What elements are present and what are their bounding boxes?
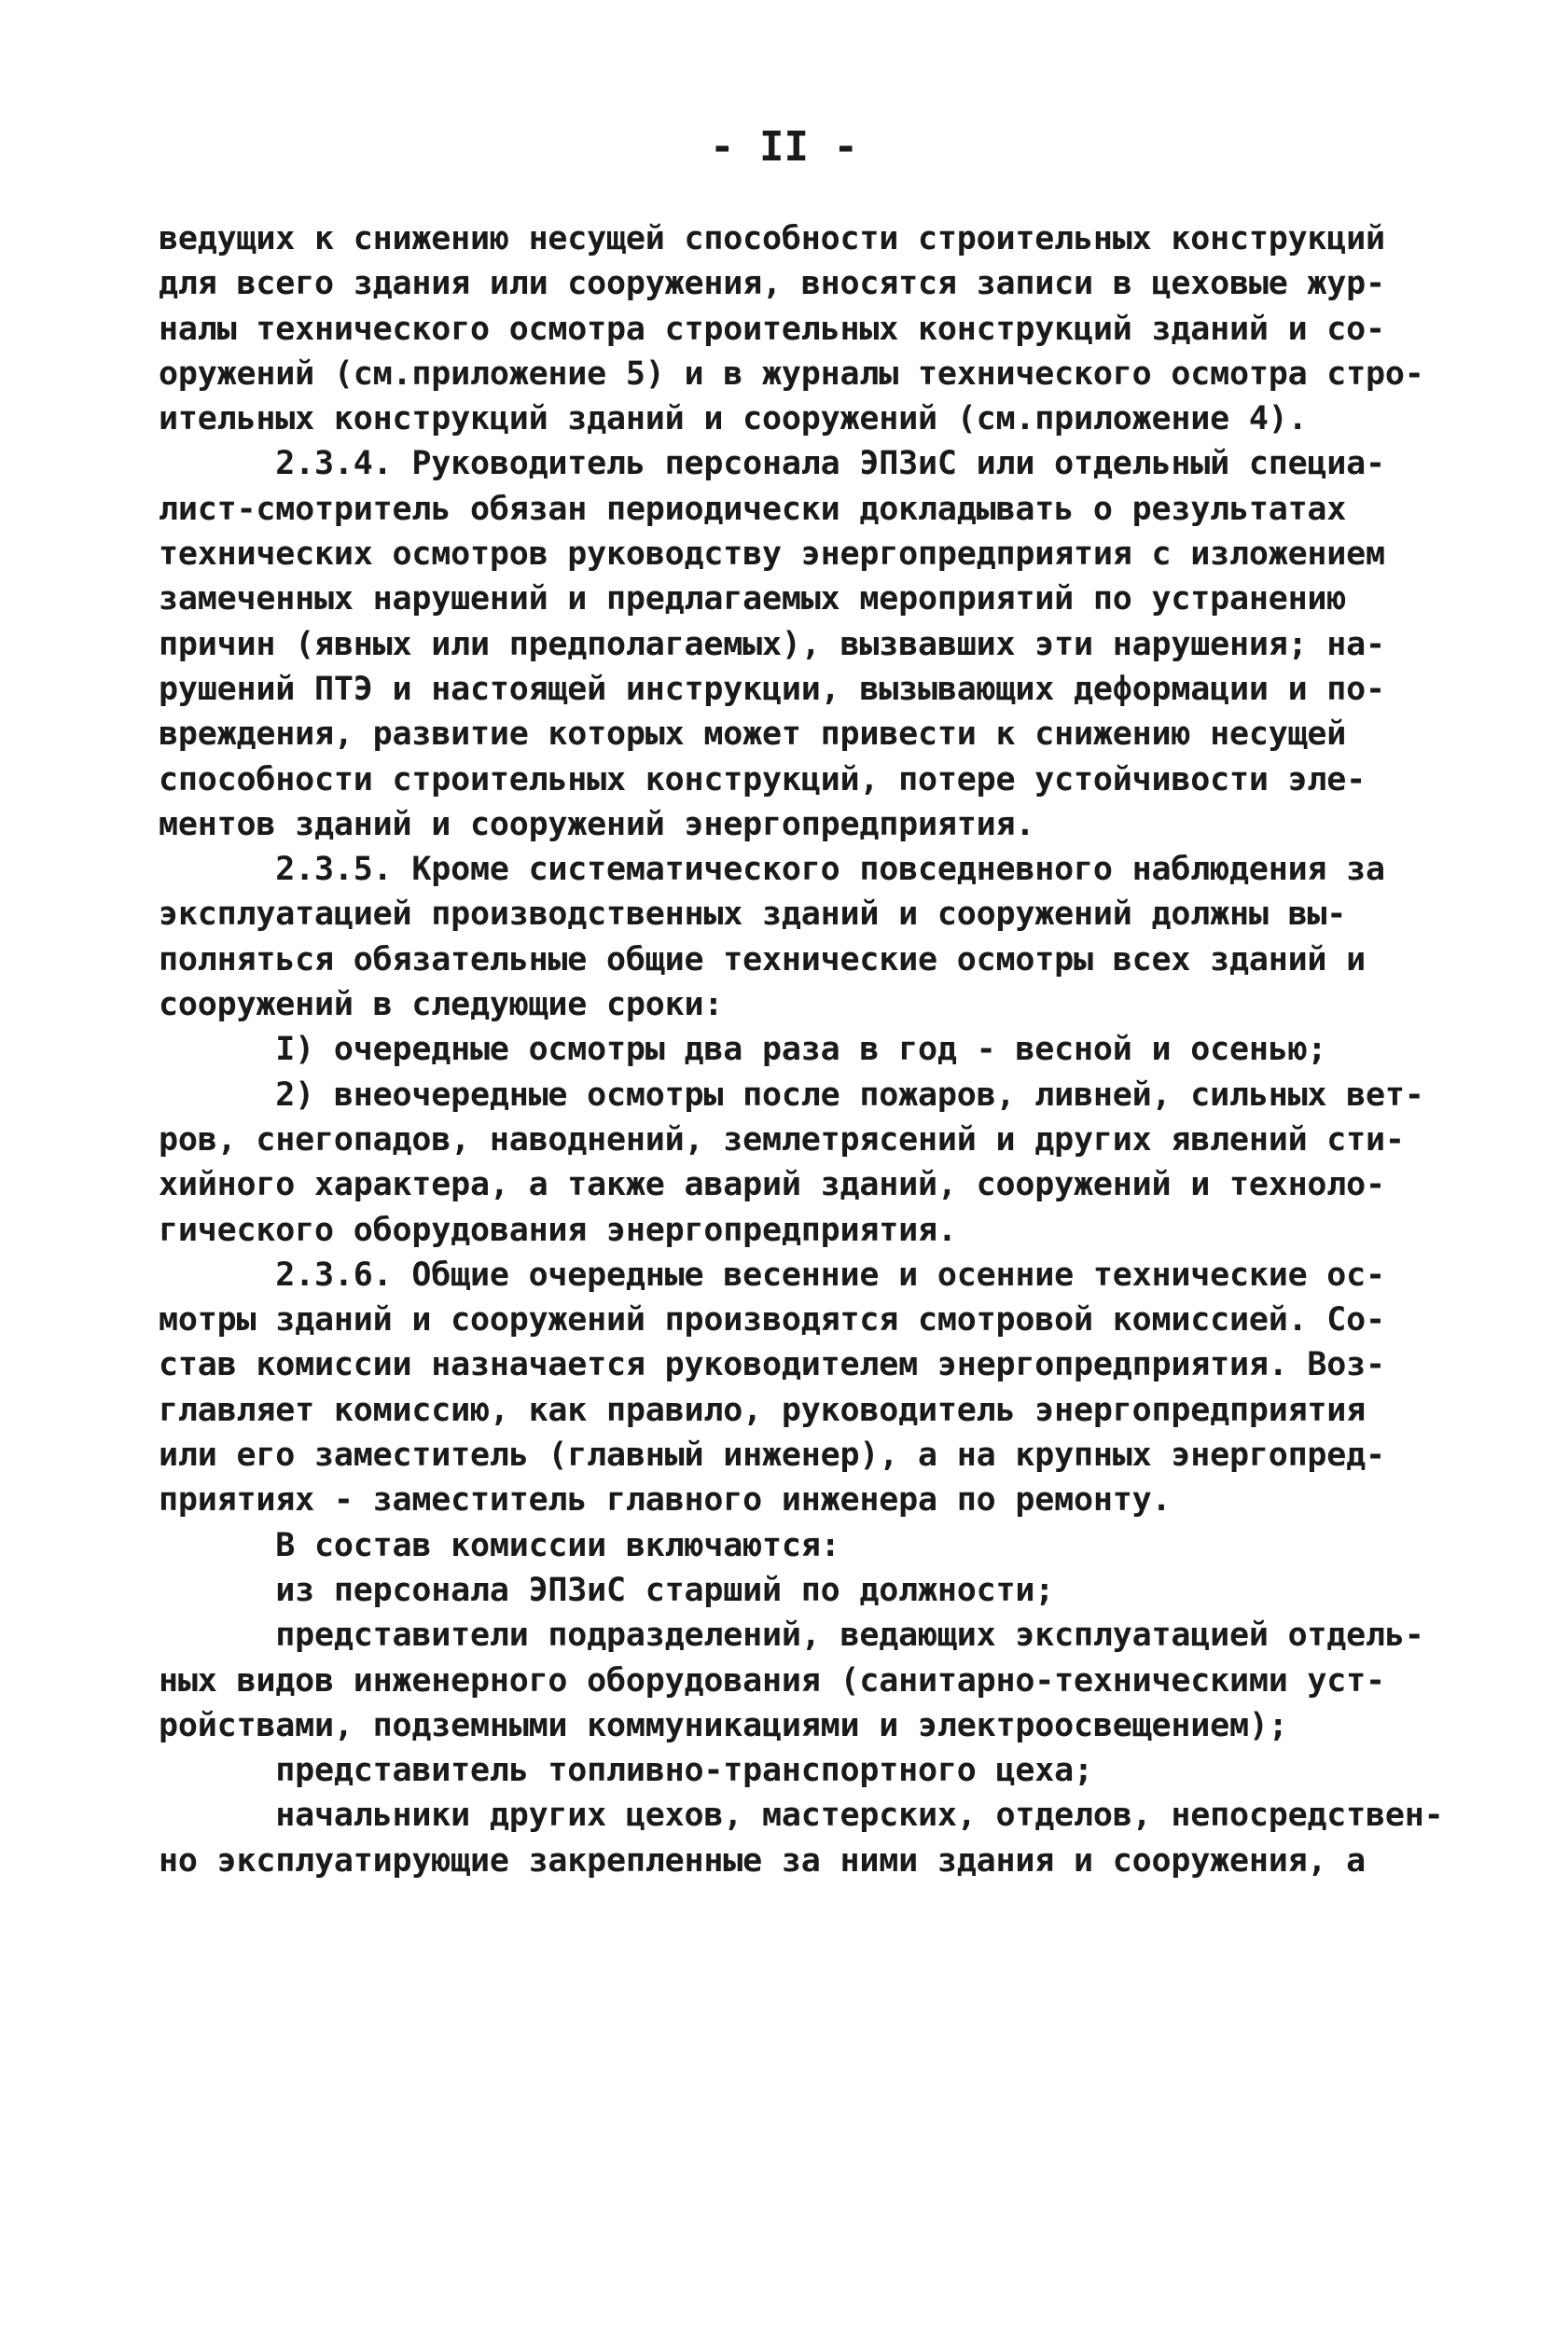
text-line: I) очередные осмотры два раза в год - весной и осенью; (159, 1031, 1327, 1069)
text-line: замеченных нарушений и предлагаемых мероприятий по устранению (159, 580, 1347, 618)
text-line: ных видов инженерного оборудования (санитарно-техническими уст- (159, 1661, 1385, 1700)
text-line: приятиях - заместитель главного инженера по ремонту. (159, 1481, 1172, 1520)
text-line: способности строительных конструкций, потере устойчивости эле- (159, 760, 1367, 798)
text-line: технических осмотров руководству энергопредприятия с изложением (159, 535, 1385, 574)
text-line: причин (явных или предполагаемых), вызвавших эти нарушения; на- (159, 625, 1385, 663)
text-line: представители подразделений, ведающих эксплуатацией отдель- (159, 1617, 1424, 1655)
text-line: ров, снегопадов, наводнений, землетрясений и других явлений сти- (159, 1120, 1405, 1159)
body-text (159, 216, 1444, 1883)
text-line: но эксплуатирующие закрепленные за ними здания и сооружения, а (159, 1841, 1367, 1880)
text-line: оружений (см.приложение 5) и в журналы технического осмотра стро- (159, 354, 1424, 393)
text-line: ментов зданий и сооружений энергопредприятия. (159, 805, 1035, 843)
text-line: налы технического осмотра строительных конструкций зданий и со- (159, 310, 1385, 348)
text-line: полняться обязательные общие технические осмотры всех зданий и (159, 940, 1367, 979)
text-line: вреждения, развитие которых может привести к снижению несущей (159, 715, 1347, 754)
page-number: - II - (710, 123, 858, 171)
text-line: представитель топливно-транспортного цеха; (159, 1752, 1093, 1790)
text-line: лист-смотритель обязан периодически докладывать о результатах (159, 490, 1347, 528)
text-line: 2) внеочередные осмотры после пожаров, ливней, сильных вет- (159, 1076, 1424, 1114)
text-line: рушений ПТЭ и настоящей инструкции, вызывающих деформации и по- (159, 670, 1385, 708)
text-line: ведущих к снижению несущей способности строительных конструкций (159, 220, 1385, 257)
text-line: для всего здания или сооружения, вносятся записи в цеховые жур- (159, 265, 1385, 303)
text-line: или его заместитель (главный инженер), а на крупных энергопред- (159, 1437, 1385, 1475)
text-line: начальники других цехов, мастерских, отделов, непосредствен- (159, 1797, 1444, 1835)
text-line: 2.3.5. Кроме систематического повседневного наблюдения за (159, 851, 1385, 889)
text-line: эксплуатацией производственных зданий и сооружений должны вы- (159, 895, 1347, 934)
text-line: ройствами, подземными коммуникациями и электроосвещением); (159, 1706, 1288, 1744)
text-line: сооружений в следующие сроки: (159, 986, 724, 1024)
text-line: 2.3.4. Руководитель персонала ЭПЗиС или отдельный специа- (159, 445, 1385, 483)
text-line: гического оборудования энергопредприятия. (159, 1211, 957, 1249)
text-line: 2.3.6. Общие очередные весенние и осенние технические ос- (159, 1256, 1385, 1294)
text-line: мотры зданий и сооружений производятся смотровой комиссией. Со- (159, 1301, 1385, 1340)
text-line: В состав комиссии включаются: (159, 1526, 840, 1564)
text-line: из персонала ЭПЗиС старший по должности; (159, 1571, 1055, 1609)
text-line: хийного характера, а также аварий зданий, сооружений и техноло- (159, 1166, 1385, 1204)
text-line: ительных конструкций зданий и сооружений (см.приложение 4). (159, 400, 1308, 438)
text-line: главляет комиссию, как правило, руководитель энергопредприятия (159, 1391, 1367, 1429)
text-line: став комиссии назначается руководителем энергопредприятия. Воз- (159, 1346, 1385, 1384)
